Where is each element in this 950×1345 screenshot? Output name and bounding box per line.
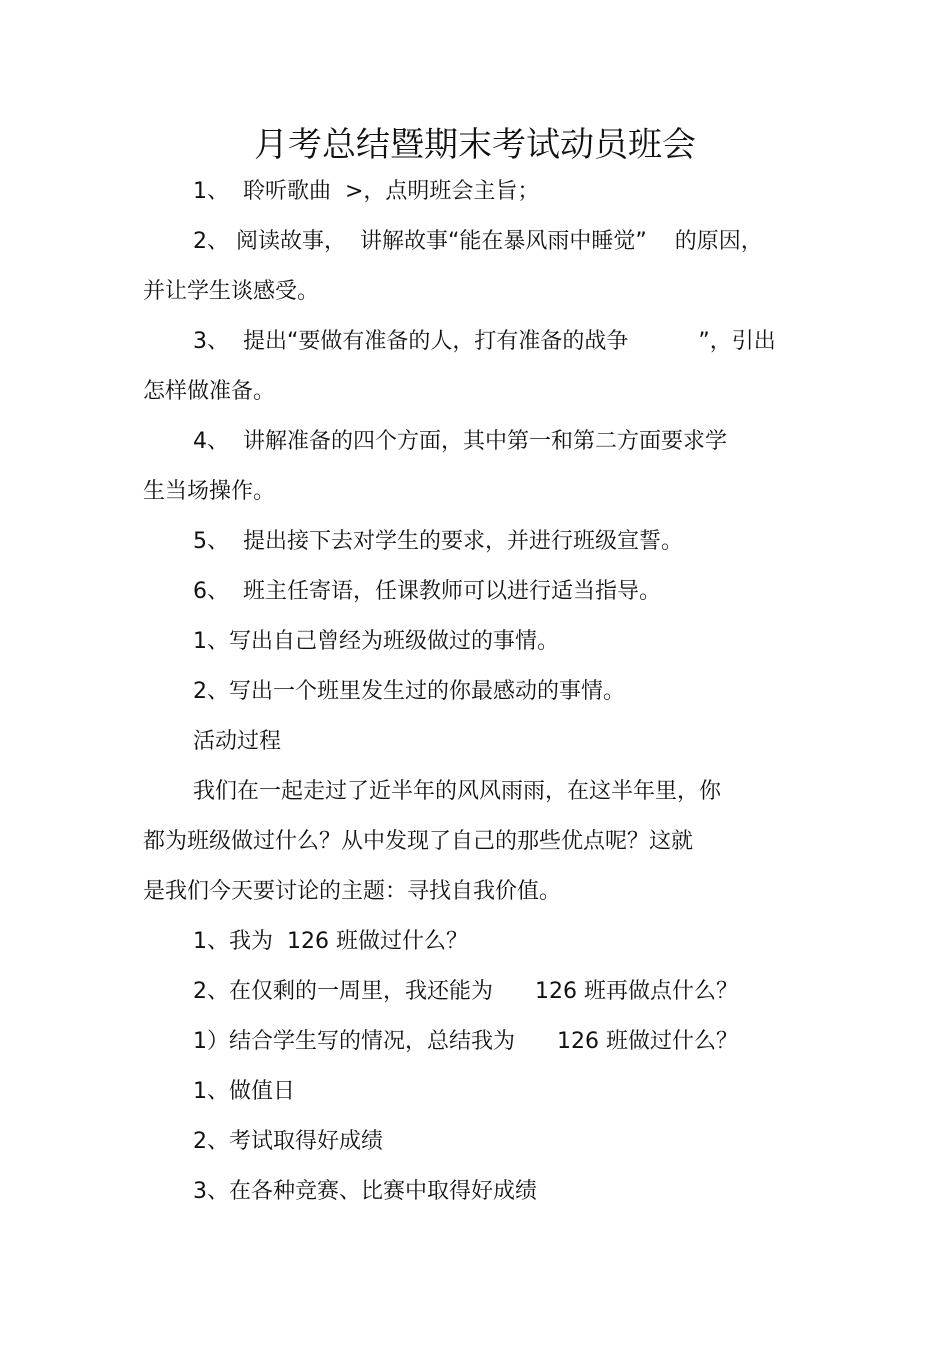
list-item-4-continued: 生当场操作。 [143,479,276,504]
list-item-5: 5、 提出接下去对学生的要求，并进行班级宣誓。 [193,529,683,554]
task-item-1: 1、写出自己曾经为班级做过的事情。 [193,629,559,654]
summary-item: 1）结合学生写的情况，总结我为 126 班做过什么？ [193,1029,738,1054]
list-item-4: 4、 讲解准备的四个方面，其中第一和第二方面要求学 [193,429,727,454]
section-heading: 活动过程 [193,729,282,754]
list-item-competition: 3、在各种竞赛、比赛中取得好成绩 [193,1179,537,1204]
list-item-duty: 1、做值日 [193,1079,295,1104]
question-item-2: 2、在仅剩的一周里，我还能为 126 班再做点什么？ [193,979,738,1004]
list-item-exam: 2、考试取得好成绩 [193,1129,383,1154]
list-item-3-continued: 怎样做准备。 [143,379,276,404]
document-title: 月考总结暨期末考试动员班会 [254,125,696,165]
paragraph-line-3: 是我们今天要讨论的主题：寻找自我价值。 [143,879,562,904]
question-item-1: 1、我为 126 班做过什么？ [193,929,468,954]
paragraph-line-1: 我们在一起走过了近半年的风风雨雨，在这半年里，你 [193,779,722,804]
list-item-1: 1、 聆听歌曲 >，点明班会主旨； [193,179,540,204]
list-item-3: 3、 提出“要做有准备的人，打有准备的战争 ”，引出 [193,329,776,354]
task-item-2: 2、写出一个班里发生过的你最感动的事情。 [193,679,625,704]
list-item-2: 2、 阅读故事， 讲解故事“能在暴风雨中睡觉” 的原因， [193,229,763,254]
paragraph-line-2: 都为班级做过什么？从中发现了自己的那些优点呢？这就 [143,829,694,854]
list-item-6: 6、 班主任寄语，任课教师可以进行适当指导。 [193,579,661,604]
list-item-2-continued: 并让学生谈感受。 [143,279,320,304]
